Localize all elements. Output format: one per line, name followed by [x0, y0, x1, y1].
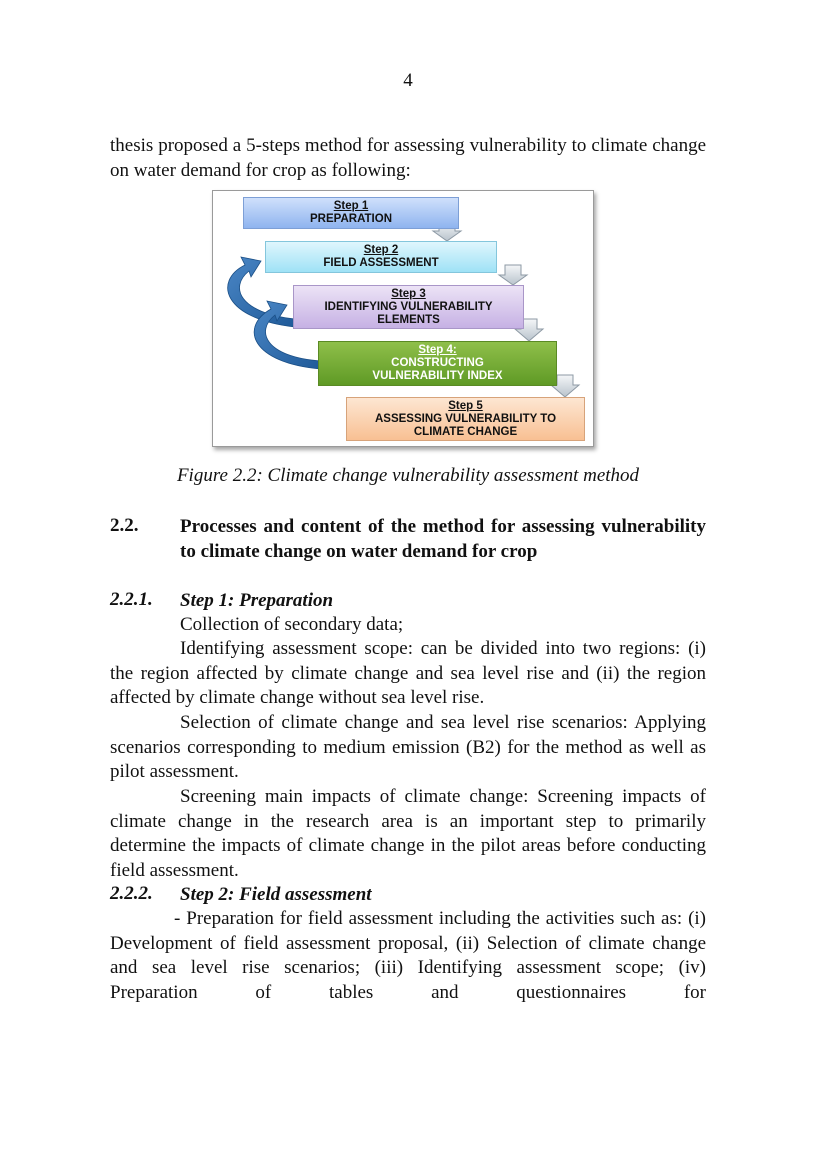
down-arrow-icon [499, 265, 527, 285]
paragraph-assessment-scope: Identifying assessment scope: can be divided into two regions: (i) the region affected by climate change and sea level rise and (ii) the region affected by climate change without sea level rise. [110, 638, 706, 709]
page-number: 4 [403, 70, 413, 91]
section-2-2-2-number: 2.2.2. [110, 883, 153, 904]
section-2-2-2-title: Step 2: Field assessment [180, 884, 372, 905]
step-2-text: FIELD ASSESSMENT [323, 257, 439, 269]
step-2-label: Step 2 [363, 244, 399, 256]
step-5-label: Step 5 [448, 399, 483, 412]
figure-caption: Figure 2.2: Climate change vulnerability assessment method [176, 465, 640, 486]
step-5-box [346, 397, 585, 441]
step-4-label: Step 4: [418, 344, 457, 356]
paragraph-secondary-data: Collection of secondary data; [180, 614, 404, 635]
step-1-box [243, 197, 459, 229]
step-1-text: PREPARATION [310, 213, 392, 225]
step-4-box [318, 341, 557, 386]
section-2-2-title: Processes and content of the method for assessing vulnerability to climate change on water demand for crop [180, 516, 706, 562]
intro-paragraph: thesis proposed a 5-steps method for assessing vulnerability to climate change on water demand for crop as following: [110, 135, 706, 181]
step-1-label: Step 1 [333, 200, 369, 212]
step-3-text: IDENTIFYING VULNERABILITY ELEMENTS [324, 300, 493, 326]
section-2-2-number: 2.2. [110, 515, 139, 536]
paragraph-screening: Screening main impacts of climate change: Screening impacts of climate change in the research area is an important step to primarily determine the impacts of climate change in the pilot areas before conducting field assessment. [110, 786, 706, 881]
step-3-label: Step 3 [391, 287, 426, 300]
paragraph-field-assessment: - Preparation for field assessment including the activities such as: (i) Development of field assessment proposal, (ii) Selection of climate change and sea level rise scenarios; (iii) Identifying assessment scope; (iv) Preparation of tables and questionnaires for [110, 908, 706, 1003]
section-2-2-1-title: Step 1: Preparation [180, 590, 334, 611]
step-3-box [293, 285, 524, 329]
paragraph-scenarios: Selection of climate change and sea level rise scenarios: Applying scenarios corresponding to medium emission (B2) for the method as well as pilot assessment. [110, 712, 706, 783]
step-2-box [265, 241, 497, 273]
step-5-text: ASSESSING VULNERABILITY TO CLIMATE CHANGE [374, 412, 557, 438]
step-4-text: CONSTRUCTING VULNERABILITY INDEX [372, 357, 503, 382]
section-2-2-1-number: 2.2.1. [110, 589, 153, 610]
method-diagram [212, 190, 594, 447]
